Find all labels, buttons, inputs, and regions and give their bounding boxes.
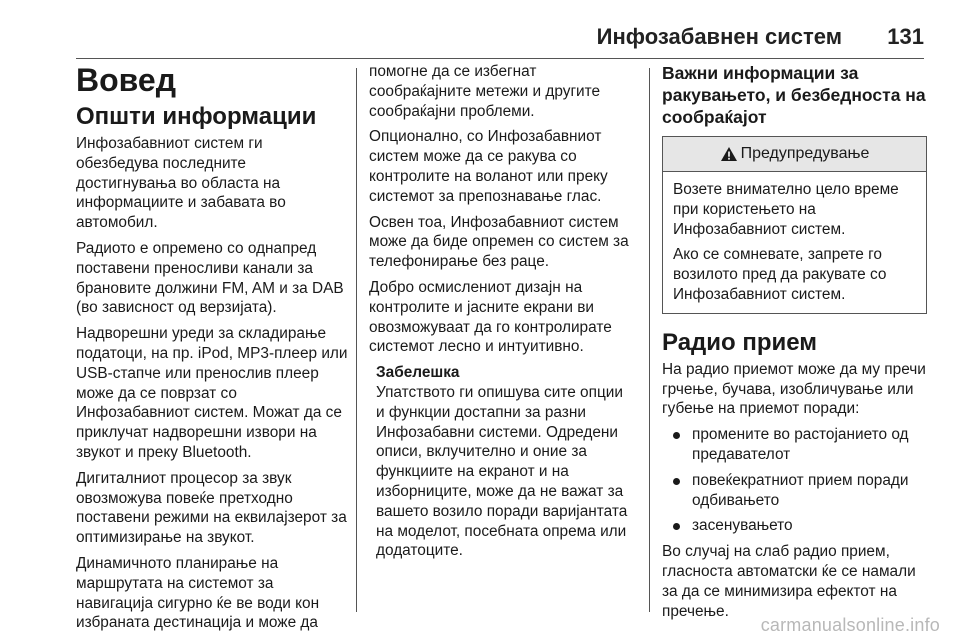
header-rule	[76, 58, 924, 59]
section-title: Вовед	[76, 62, 177, 98]
note-block	[376, 363, 635, 561]
paragraph: Дигиталниот процесор за звук овозможува повеќе претходно поставени режими на еквилајзерот за оптимизирање на звукот.	[76, 469, 347, 547]
paragraph: помогне да се избегнат сообраќајните метежи и другите сообраќајни проблеми.	[369, 63, 601, 120]
column-divider-left	[356, 68, 357, 612]
paragraph: Динамичното планирање на маршрутата на системот за навигација сигурно ќе ве води кон избраната дестинација и може да	[76, 554, 320, 632]
paragraph: Добро осмислениот дизајн на контролите и јасните екрани ви овозможуваат да го контролирате системот лесно и интуитивно.	[369, 278, 612, 356]
paragraph: Инфозабавниот систем ги обезбедува последните достигнувања во областа на информациите и забавата во автомобил.	[76, 135, 286, 232]
column-2	[369, 62, 635, 561]
note-title: Забелешка	[376, 364, 460, 382]
chapter-title: Инфозабавнен систем	[596, 24, 842, 49]
paragraph: Радиото е опремено со однапред поставени преносливи канали за брановите должини FM, AM и за DAB (во зависност од верзијата).	[76, 239, 344, 317]
safety-heading: Важни информации за ракувањето, и безбедноста на сообраќајот	[662, 63, 926, 127]
bullet-list	[662, 425, 927, 536]
watermark: carmanualsonline.info	[760, 615, 940, 635]
radio-intro: На радио приемот може да му пречи грчење, бучава, изобличување или губење на приемот поради:	[662, 360, 926, 418]
list-item: повеќекратниот прием поради одбивањето	[662, 471, 927, 511]
page-number: 131	[887, 24, 924, 49]
warning-header	[663, 137, 926, 172]
subsection-title: Општи информации	[76, 103, 317, 130]
paragraph: Во случај на слаб радио прием, гласноста автоматски ќе се намали за да се минимизира ефектот на пречење.	[662, 543, 916, 620]
warning-box	[662, 136, 927, 314]
column-1	[76, 62, 348, 639]
paragraph: Опционално, со Инфозабавниот систем може да се ракува со контролите на воланот или преку системот за препознавање глас.	[369, 128, 608, 205]
paragraph: Надворешни уреди за складирање податоци, на пр. iPod, MP3-плеер или USB-стапче или пренослив плеер може да се поврзат со Инфозабавниот систем. Можат да се приклучат надворешни извори на звукот и преку Bluetooth.	[76, 325, 348, 461]
warning-title: Предупредување	[740, 145, 870, 162]
page-header	[0, 22, 960, 62]
list-item: промените во растојанието од предавателот	[662, 425, 927, 465]
paragraph: Освен тоа, Инфозабавниот систем може да биде опремен со систем за телефонирање без раце.	[369, 213, 629, 271]
warning-paragraph: Возете внимателно цело време при користењето на Инфозабавниот систем.	[673, 181, 899, 238]
column-divider-right	[649, 68, 650, 612]
warning-triangle-icon	[720, 146, 738, 162]
list-item: засенувањето	[662, 516, 927, 536]
warning-body	[663, 172, 926, 313]
warning-paragraph: Ако се сомневате, запрете го возилото пред да ракувате со Инфозабавниот систем.	[673, 246, 887, 303]
column-3	[662, 62, 927, 627]
note-text: Упатството ги опишува сите опции и функции достапни за разни Инфозабавни системи. Одредени описи, вклучително и оние за функциите на екранот и на изборниците, може да не важат за вашето возило поради варијантата на моделот, посебната опрема или додатоците.	[376, 383, 628, 560]
radio-heading: Радио прием	[662, 328, 818, 356]
